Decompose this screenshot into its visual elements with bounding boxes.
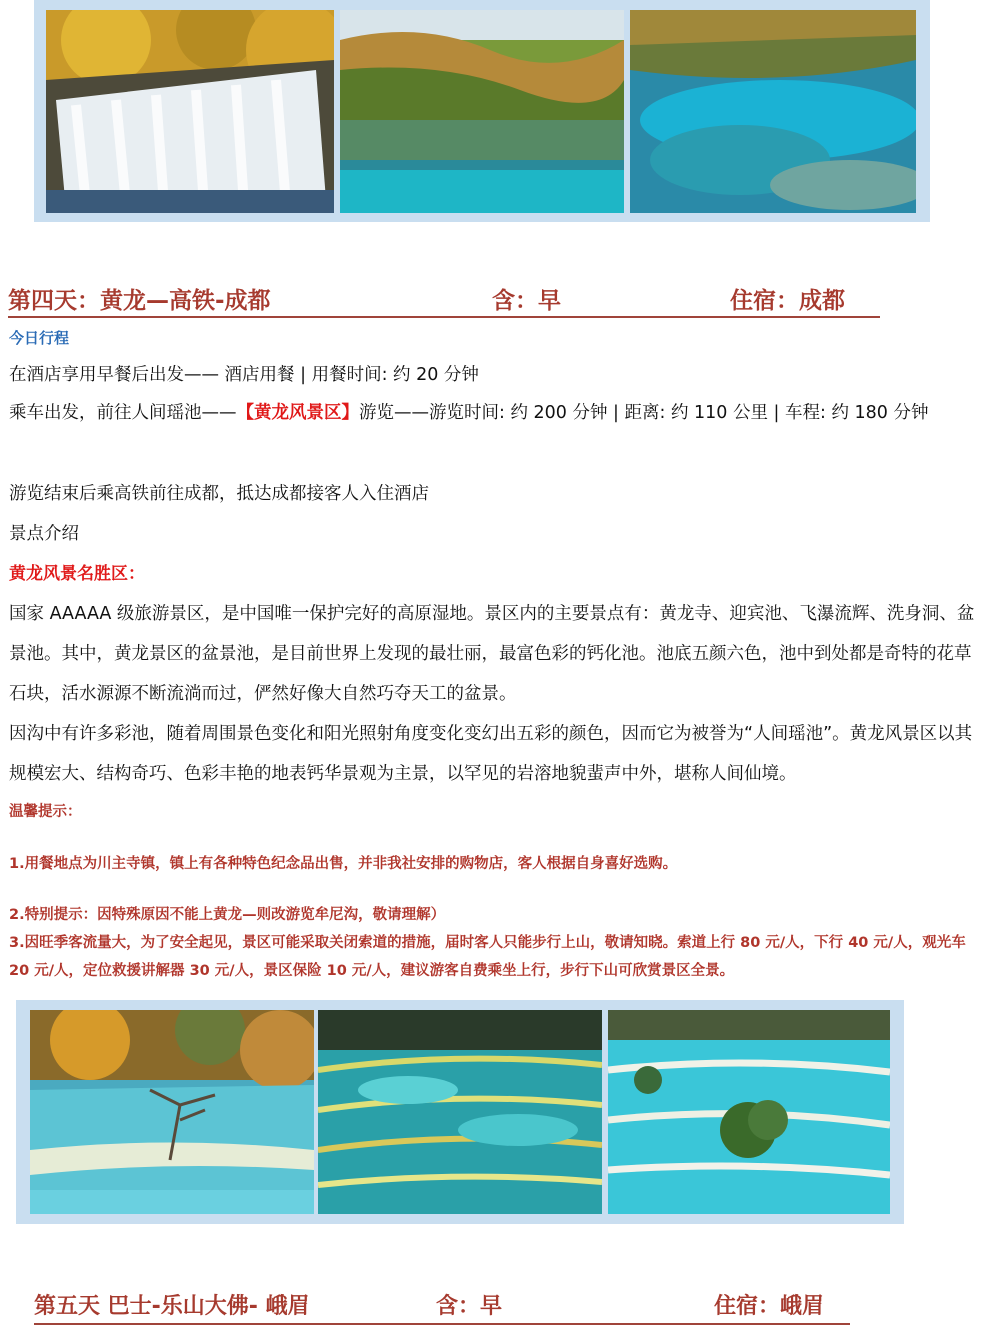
tip-1: 1.用餐地点为川主寺镇，镇上有各种特色纪念品出售，并非我社安排的购物店，客人根据自身喜好选购。: [9, 856, 678, 872]
day5-header: [34, 1287, 850, 1325]
itinerary-line-1: 在酒店享用早餐后出发—— 酒店用餐 | 用餐时间: 约 20 分钟: [9, 365, 479, 385]
scenic-intro-label: 景点介绍: [9, 524, 79, 544]
itinerary-line-2-prefix: 乘车出发，前往人间瑶池——: [9, 403, 237, 423]
huanglong-highlight: 【黄龙风景区】: [236, 403, 359, 423]
tips-heading: 温馨提示：: [9, 804, 82, 820]
turquoise-pools-photo: [608, 1010, 890, 1214]
scenic-paragraph-1: 国家 AAAAA 级旅游景区，是中国唯一保护完好的高原湿地。景区内的主要景点有：黄龙寺、迎宾池、飞瀑流辉、洗身洞、盆景池。其中，黄龙景区的盆景池，是目前世界上发现的最壮丽，最富色彩的钙化池。池底五颜六色，池中到处都是奇特的花草石块，活水源源不断流淌而过，俨然好像大自然巧夺天工的盆景。: [9, 604, 975, 704]
day4-stay: 住宿：成都: [730, 288, 845, 314]
itinerary-line-2: [9, 393, 986, 433]
scenic-heading: 黄龙风景名胜区：: [9, 564, 145, 584]
day4-title: 第四天：黄龙—高铁-成都: [8, 288, 271, 314]
waterfall-photo: [46, 10, 334, 213]
lake-reflection-photo: [340, 10, 624, 213]
blue-lake-photo: [630, 10, 916, 213]
itinerary-line-3: 游览结束后乘高铁前往成都，抵达成都接客人入住酒店: [9, 484, 429, 504]
day4-header: [8, 280, 880, 318]
terraced-pools-photo: [318, 1010, 602, 1214]
day5-title: 第五天 巴士-乐山大佛- 峨眉: [34, 1294, 310, 1319]
tree-pool-photo: [30, 1010, 314, 1214]
tip-3: 3.因旺季客流量大，为了安全起见，景区可能采取关闭索道的措施，届时客人只能步行上山，敬请知晓。索道上行 80 元/人，下行 40 元/人，观光车 20 元/人，定位救援讲解器 30 元/人，景区保险 10 元/人，建议游客自费乘坐上行，步行下山可欣赏景区全景。: [9, 935, 966, 979]
itinerary-heading: 今日行程: [9, 329, 70, 347]
day5-meals: 含：早: [436, 1294, 503, 1319]
scenic-paragraph-2: 因沟中有许多彩池，随着周围景色变化和阳光照射角度变化变幻出五彩的颜色，因而它为被誉为“人间瑶池”。黄龙风景区以其规模宏大、结构奇巧、色彩丰艳的地表钙华景观为主景，以罕见的岩溶地貌蜚声中外，堪称人间仙境。: [9, 724, 973, 784]
day5-stay: 住宿：峨眉: [714, 1294, 825, 1319]
itinerary-line-2-suffix: 游览——游览时间: 约 200 分钟 | 距离: 约 110 公里 | 车程: 约 180 分钟: [359, 403, 929, 423]
day4-meals: 含：早: [492, 288, 561, 314]
tip-2: 2.特别提示：因特殊原因不能上黄龙—则改游览牟尼沟，敬请理解）: [9, 907, 446, 923]
